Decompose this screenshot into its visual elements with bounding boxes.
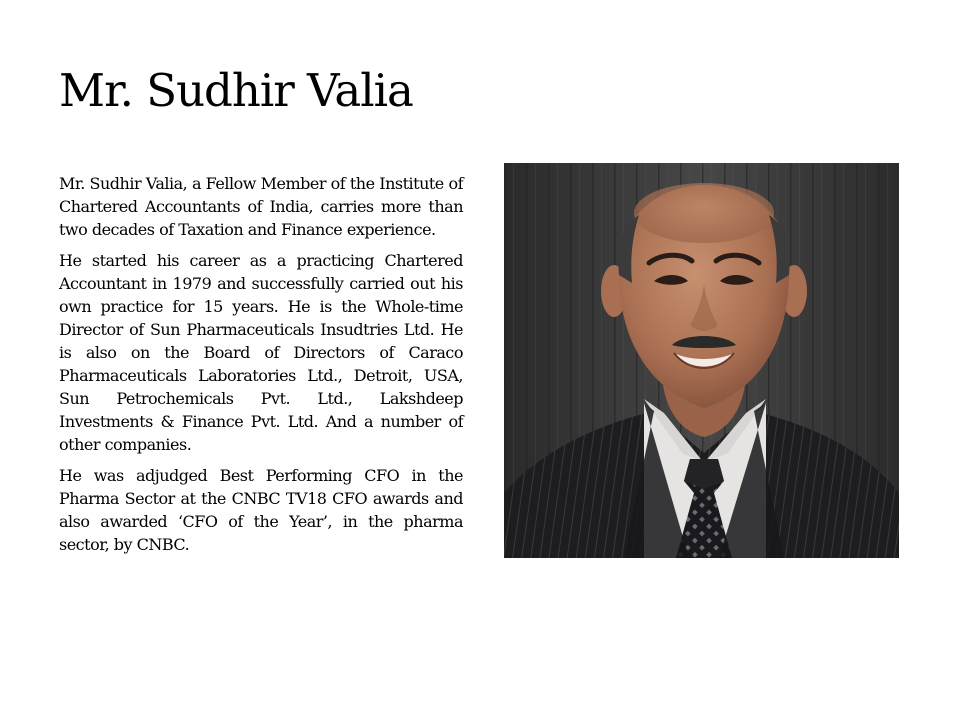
biography-paragraph-2: He started his career as a practicing Chartered Accountant in 1979 and successfully carried out his own practice for 15 years. He is the Whole-time Director of Sun Pharmaceuticals Insudtries Ltd. He is also on the Board of Directors of Caraco Pharmaceuticals Laboratories Ltd., Detroit, USA, Sun Petrochemicals Pvt. Ltd., Lakshdeep Investments & Finance Pvt. Ltd. And a number of other companies. xyxy=(59,251,463,454)
biography-text xyxy=(59,172,463,564)
biography-paragraph-3: He was adjudged Best Performing CFO in the Pharma Sector at the CNBC TV18 CFO awards and also awarded ‘CFO of the Year’, in the pharma sector, by CNBC. xyxy=(59,466,463,554)
portrait-photo xyxy=(504,163,899,558)
slide-title: Mr. Sudhir Valia xyxy=(59,64,413,117)
biography-paragraph-1: Mr. Sudhir Valia, a Fellow Member of the Institute of Chartered Accountants of India, carries more than two decades of Taxation and Finance experience. xyxy=(59,174,463,239)
